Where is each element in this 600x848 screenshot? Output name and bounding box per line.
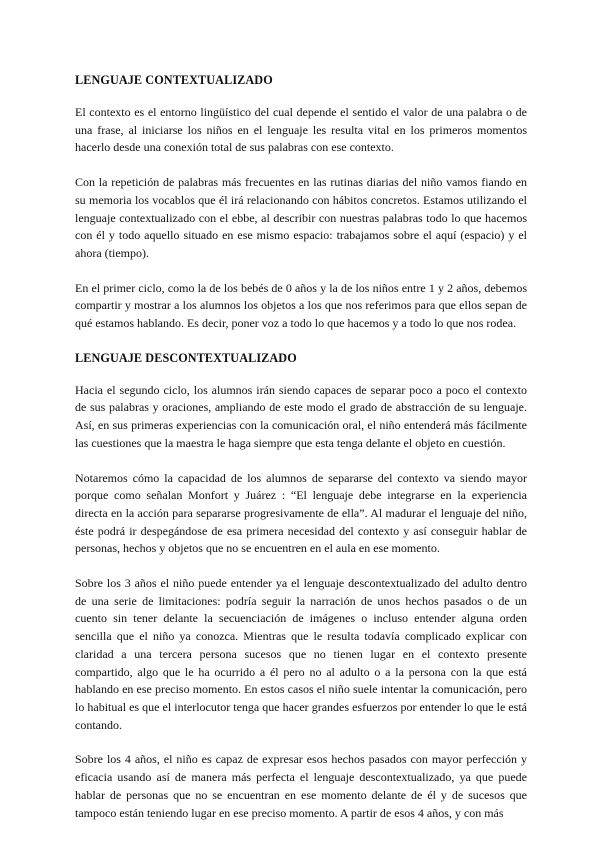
paragraph-segundo-ciclo: Hacia el segundo ciclo, los alumnos irán siendo capaces de separar poco a poco el contexto de sus palabras y oraciones, ampliando de este modo el grado de abstracción de su lenguaje. Así, en sus primeras experiencias con la comunicación oral, el niño entenderá más fácilmente las cuestiones que la maestra le haga siempre que esta tenga delante el objeto en cuestión. [75, 382, 527, 450]
section-heading-descontextualizado: LENGUAJE DESCONTEXTUALIZADO [75, 350, 297, 365]
paragraph-primer-ciclo: En el primer ciclo, como la de los bebés de 0 años y la de los niños entre 1 y 2 años, debemos compartir y mostrar a los alumnos los objetos a los que nos referimos para que ellos sepan de qué estamos hablando. Es decir, poner voz a todo lo que hacemos y a todo lo que nos rodea. [75, 280, 527, 331]
paragraph-repeticion-palabras: Con la repetición de palabras más frecuentes en las rutinas diarias del niño vamos fiando en su memoria los vocablos que él irá relacionando con hábitos concretos. Estamos utilizando el lenguaje contextualizado con el ebbe, al describir con nuestras palabras todo lo que hacemos con él y todo aquello situado en ese mismo espacio: trabajamos sobre el aquí (espacio) y el ahora (tiempo). [75, 175, 527, 260]
paragraph-cuatro-anos: Sobre los 4 años, el niño es capaz de expresar esos hechos pasados con mayor perfección y eficacia usando así de manera más perfecta el lenguaje descontextualizado, ya que puede hablar de personas que no se encuentran en ese momento delante de él y de sucesos que tampoco están teniendo lugar en ese preciso momento. A partir de esos 4 años, y con más [75, 752, 527, 820]
paragraph-tres-anos: Sobre los 3 años el niño puede entender ya el lenguaje descontextualizado del adulto dentro de una serie de limitaciones: podría seguir la narración de unos hechos pasados o de un cuento sin tener delante la secuenciación de imágenes o incluso entender alguna orden sencilla que el niño ya conozca. Mientras que le resulta todavía complicado explicar con claridad a una tercera persona sucesos que no tienen lugar en el contexto presente compartido, algo que le ha ocurrido a él pero no al adulto o a la persona con la que está hablando en ese preciso momento. En estos casos el niño suele intentar la comunicación, pero lo habitual es que el interlocutor tenga que hacer grandes esfuerzos por entender lo que le está contando. [75, 576, 527, 732]
paragraph-monfort-juarez: Notaremos cómo la capacidad de los alumnos de separarse del contexto va siendo mayor porque como señalan Monfort y Juárez : “El lenguaje debe integrarse en la experiencia directa en la acción para separarse progresivamente de ella”. Al madurar el lenguaje del niño, éste podrá ir despegándose de esa primera necesidad del contexto y así conseguir hablar de personas, hechos y objetos que no se encuentren en el aula en ese momento. [75, 470, 527, 556]
section-heading-contextualizado: LENGUAJE CONTEXTUALIZADO [75, 73, 273, 87]
paragraph-contexto-definicion: El contexto es el entorno lingüístico del cual depende el sentido el valor de una palabra o de una frase, al iniciarse los niños en el lenguaje les resulta vital en los primeros momentos hacerlo desde una conexión total de sus palabras con ese contexto. [75, 105, 527, 155]
document-page [75, 72, 527, 839]
